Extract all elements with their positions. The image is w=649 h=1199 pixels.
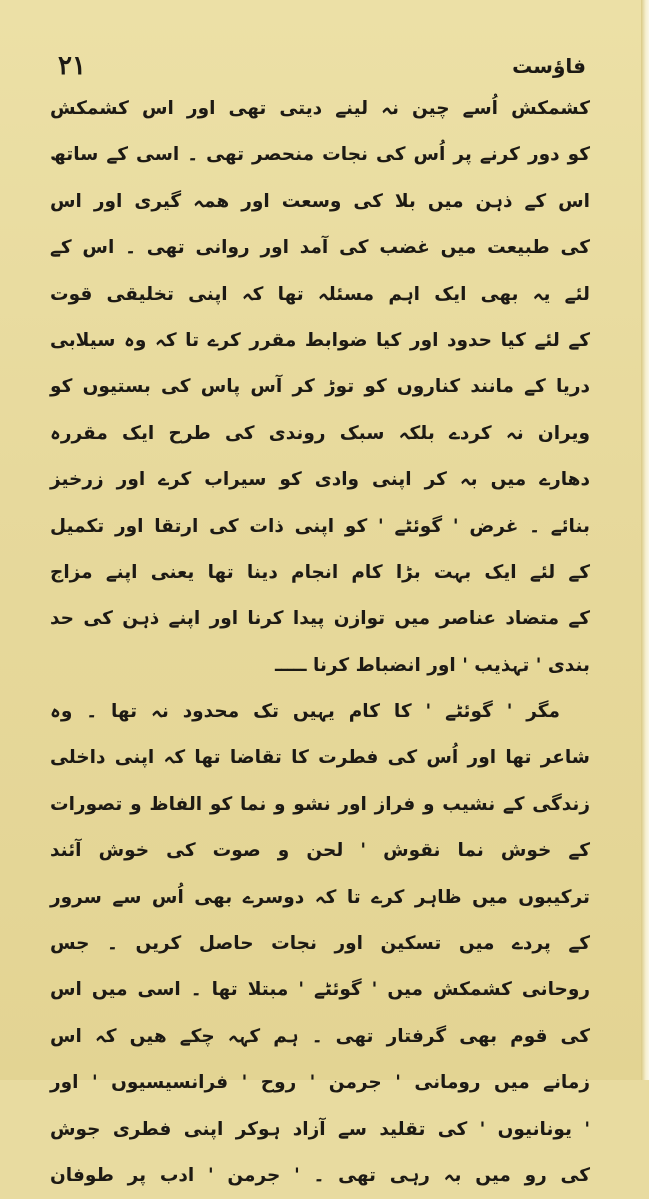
text-line: کے لئے ایک بہت بڑا کام انجام دینا تھا یعنی اپنے مزاج: [50, 561, 590, 583]
page-number: ۲۱: [58, 51, 86, 81]
text-line: کے خوش نما نقوش ' لحن و صوت کی خوش آئند: [50, 840, 590, 862]
running-title: فاؤست: [512, 54, 586, 78]
text-line: کی رو میں بہ رہی تھی ۔ ' جرمن ' ادب پر طوفان: [50, 1164, 590, 1186]
paragraph-end-line: بندی ' تہذیب ' اور انضباط کرنا ـــــ: [274, 654, 590, 676]
text-line: دریا کے مانند کناروں کو توڑ کر آس پاس کی بستیوں کو: [50, 376, 590, 398]
text-line: شاعر تھا اور اُس کی فطرت کا تقاضا تھا کہ اپنی داخلی: [50, 747, 590, 769]
text-line: کے متضاد عناصر میں توازن پیدا کرنا اور اپنے ذہن کی حد: [50, 608, 590, 630]
text-line: زندگی کے نشیب و فراز اور نشو و نما کو الفاظ و تصورات: [50, 793, 590, 815]
text-line: ویران نہ کردے بلکہ سبک روندی کی طرح ایک مقررہ: [50, 422, 590, 444]
text-line: ' یونانیوں ' کی تقلید سے آزاد ہوکر اپنی فطری جوش: [50, 1118, 590, 1140]
text-line: زمانے میں رومانی ' جرمن ' روح ' فرانسیسیوں ' اور: [50, 1072, 590, 1094]
page-edge: [641, 0, 649, 1080]
text-line: اس کے ذہن میں بلا کی وسعت اور ھمہ گیری اور اس: [50, 190, 590, 212]
text-line: کو دور کرنے پر اُس کی نجات منحصر تھی ۔ اسی کے ساتھ: [50, 144, 590, 166]
body-text: [50, 86, 590, 1186]
text-line: بنائے ۔ غرض ' گوئٹے ' کو اپنی ذات کی ارتقا اور تکمیل: [50, 515, 590, 537]
text-line: کے لئے کیا حدود اور کیا ضوابط مقرر کرے تا کہ وہ سیلابی: [50, 329, 590, 351]
text-line: دھارے میں بہ کر اپنی وادی کو سیراب کرے اور زرخیز: [50, 469, 590, 491]
text-line: کشمکش اُسے چین نہ لینے دیتی تھی اور اس کشمکش: [50, 98, 590, 119]
paragraph-start-line: مگر ' گوئٹے ' کا کام یہیں تک محدود نہ تھا ۔ وہ: [50, 701, 560, 723]
text-line: روحانی کشمکش میں ' گوئٹے ' مبتلا تھا ۔ اسی میں اس: [50, 979, 590, 1001]
page-header: [58, 48, 586, 84]
text-line: کے پردے میں تسکین اور نجات حاصل کریں ۔ جس: [50, 933, 590, 955]
text-line: کی طبیعت میں غضب کی آمد اور روانی تھی ۔ اس کے: [50, 237, 590, 259]
text-line: لئے یہ بھی ایک اہم مسئلہ تھا کہ اپنی تخلیقی قوت: [50, 283, 590, 305]
text-line: ترکیبوں میں ظاہر کرے تا کہ دوسرے بھی اُس سے سرور: [50, 886, 590, 908]
text-line: کی قوم بھی گرفتار تھی ۔ ہم کہہ چکے ھیں کہ اس: [50, 1025, 590, 1047]
